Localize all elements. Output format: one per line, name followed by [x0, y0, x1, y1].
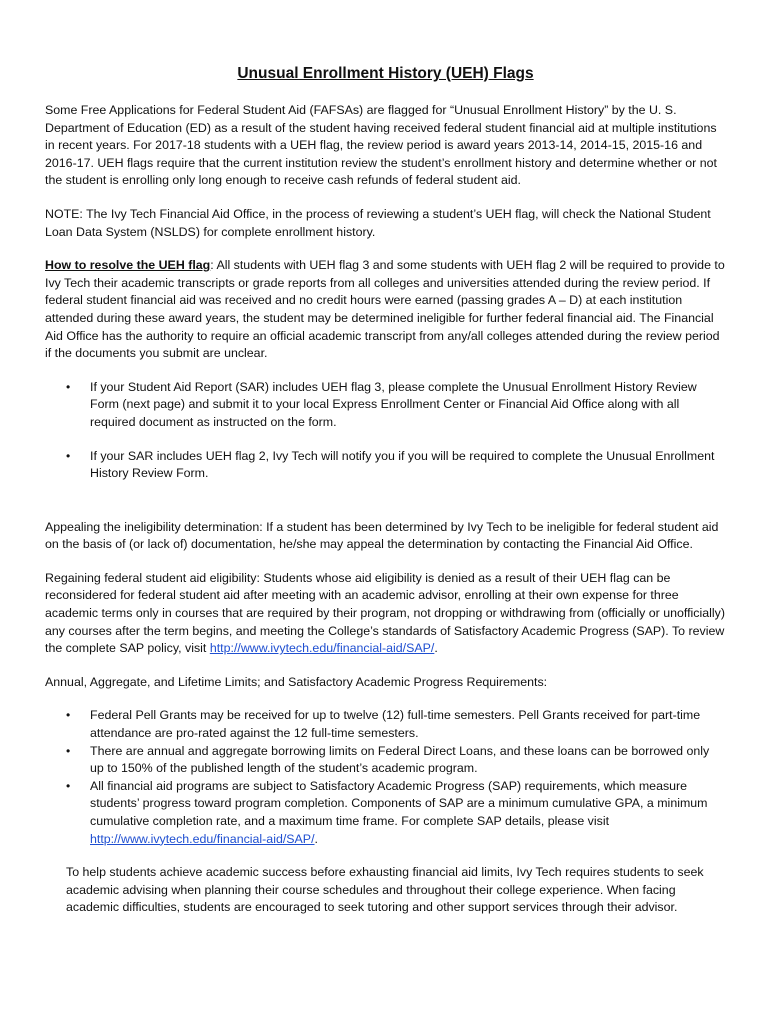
resolve-heading: How to resolve the UEH flag	[45, 258, 211, 273]
bullet-icon: •	[66, 743, 71, 758]
intro-paragraph: Some Free Applications for Federal Student Aid (FAFSAs) are flagged for “Unusual Enrollment History” by the U. S. Department of Education (ED) as a result of the student having received federal student financial aid at multiple institutions in recent years. For 2017-18 students with a UEH flag, the review period is award years 2013-14, 2014-15, 2015-16 and 2016-17. UEH flags require that the current institution review the student’s enrollment history and determine whether or not the student is enrolling only long enough to receive cash refunds of federal student aid.	[45, 103, 717, 188]
sap-details-link[interactable]: http://www.ivytech.edu/financial-aid/SAP/	[90, 831, 315, 846]
list-item-text: If your SAR includes UEH flag 2, Ivy Tech will notify you if you will be required to complete the Unusual Enrollment History Review Form.	[90, 448, 715, 481]
list-item	[45, 778, 726, 848]
regain-end: .	[434, 641, 438, 656]
bullet-icon: •	[66, 778, 71, 793]
list-item	[45, 379, 726, 432]
regain-text: Regaining federal student aid eligibility: Students whose aid eligibility is denied as a result of their UEH flag can be reconsidered for federal student aid after meeting with an academic advisor, enrolling at their own expense for three academic terms only in courses that are required by their program, not dropping or withdrawing from (officially or unofficially) any courses after the term begins, and meeting the College’s standards of Satisfactory Academic Progress (SAP). To review the complete SAP policy, visit	[45, 570, 725, 656]
resolve-colon: :	[210, 258, 214, 273]
closing-paragraph: To help students achieve academic success before exhausting financial aid limits, Ivy Tech requires students to seek academic advising when planning their course schedules and throughout their college experience. When facing academic difficulties, students are encouraged to seek tutoring and other support services through their advisor.	[66, 865, 704, 915]
document-title: Unusual Enrollment History (UEH) Flags	[237, 65, 534, 82]
list-item	[45, 448, 726, 483]
bullet-icon: •	[66, 448, 71, 463]
bullet-icon: •	[66, 708, 71, 723]
list-item-text: There are annual and aggregate borrowing limits on Federal Direct Loans, and these loans can be borrowed only up to 150% of the published length of the student’s academic program.	[90, 743, 710, 776]
sap-bullet-text: All financial aid programs are subject to Satisfactory Academic Progress (SAP) requirements, which measure students’ progress toward program completion. Components of SAP are a minimum cumulative GPA, a minimum cumulative completion rate, and a maximum time frame. For complete SAP details, please visit	[90, 778, 708, 828]
list-item	[45, 743, 726, 778]
regain-paragraph	[45, 570, 726, 658]
list-item-text: Federal Pell Grants may be received for up to twelve (12) full-time semesters. Pell Grants received for part-time attendance are pro-rated against the 12 full-time semesters.	[90, 708, 701, 741]
limits-heading: Annual, Aggregate, and Lifetime Limits; and Satisfactory Academic Progress Requirements:	[45, 674, 548, 689]
resolve-text: All students with UEH flag 3 and some students with UEH flag 2 will be required to provide to Ivy Tech their academic transcripts or grade reports from all colleges and universities attended during the review period. If federal student financial aid was received and no credit hours were earned (passing grades A – D) at each institution attended during these award years, the student may be determined ineligible for further federal financial aid. The Financial Aid Office has the authority to require an official academic transcript from any/all colleges attended during the review period if the documents you submit are unclear.	[45, 258, 725, 361]
list-item	[45, 707, 726, 742]
list-item-text: If your Student Aid Report (SAR) includes UEH flag 3, please complete the Unusual Enrollment History Review Form (next page) and submit it to your local Express Enrollment Center or Financial Aid Office along with all required document as instructed on the form.	[90, 379, 697, 429]
resolve-paragraph	[45, 257, 726, 363]
limits-bullet-list	[45, 707, 726, 848]
sap-policy-link[interactable]: http://www.ivytech.edu/financial-aid/SAP/	[209, 641, 435, 656]
sap-bullet-end: .	[314, 831, 318, 846]
spacer	[45, 499, 726, 519]
note-paragraph: NOTE: The Ivy Tech Financial Aid Office, in the process of reviewing a student’s UEH flag, will check the National Student Loan Data System (NSLDS) for complete enrollment history.	[45, 206, 711, 239]
bullet-icon: •	[66, 379, 71, 394]
appeal-paragraph: Appealing the ineligibility determination: If a student has been determined by Ivy Tech to be ineligible for federal student aid on the basis of (or lack of) documentation, he/she may appeal the determination by contacting the Financial Aid Office.	[45, 519, 719, 552]
resolve-bullet-list	[45, 379, 726, 483]
